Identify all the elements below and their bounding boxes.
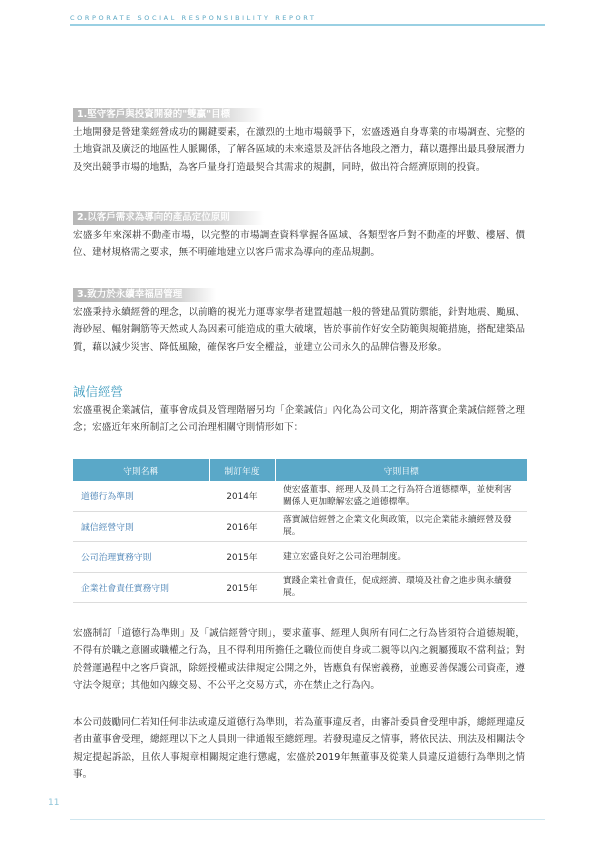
column-header-name: 守則名稱 xyxy=(73,459,209,481)
rule-goal: 實踐企業社會責任，促成經濟、環境及社會之進步與永續發展。 xyxy=(275,572,527,603)
section-2-text: 宏盛多年來深耕不動產市場，以完整的市場調查資料掌握各區域、各類型客戶對不動產的坪數、樓層、價位、建材規格需之要求，無不明確地建立以客戶需求為導向的產品規劃。 xyxy=(73,230,525,259)
header-divider xyxy=(70,24,545,26)
section-1-label: 1.堅守客戶與投資開發的"雙贏"目標 xyxy=(73,108,264,122)
column-header-year: 制訂年度 xyxy=(209,459,275,481)
report-header-title: CORPORATE SOCIAL RESPONSIBILITY REPORT xyxy=(70,14,317,22)
section-1-text: 土地開發是營建業經營成功的關鍵要素，在激烈的土地市場競爭下，宏盛透過自身專業的市場調查、完整的土地資訊及廣泛的地區性人脈關係，了解各區域的未來遠景及評估各地段之潛力，藉以選擇出最具發展潛力及突出競爭市場的地點，為客戶量身打造最契合其需求的規劃，同時，做出符合經濟原則的投資。 xyxy=(73,127,525,173)
rule-goal: 落實誠信經營之企業文化與政策，以完企業能永續經營及發展。 xyxy=(275,511,527,542)
rule-name: 道德行為準則 xyxy=(73,481,209,511)
governance-rules-table xyxy=(73,459,527,603)
section-3-text: 宏盛秉持永續經營的理念，以前瞻的視光力運專家學者建置超越一般的營建品質防禦能，針對地震、颱風、海砂屋、輻射鋼筋等天然或人為因素可能造成的重大破壞，皆於事前作好安全防範與規範措施，搭配建築品質，藉以減少災害、降低風險，確保客戶安全權益，並建立公司永久的品牌信譽及形象。 xyxy=(73,307,525,353)
table-row xyxy=(73,481,527,511)
rule-name: 誠信經營守則 xyxy=(73,511,209,542)
rule-year: 2015年 xyxy=(209,572,275,603)
table-row xyxy=(73,542,527,573)
page-number: 11 xyxy=(48,798,60,808)
table-row xyxy=(73,511,527,542)
column-header-goal: 守則目標 xyxy=(275,459,527,481)
rule-goal: 使宏盛董事、經理人及員工之行為符合道德標準，並使利害關係人更加瞭解宏盛之道德標準。 xyxy=(275,481,527,511)
section-2-label: 2.以客戶需求為導向的產品定位原則 xyxy=(73,211,264,225)
whistleblower-paragraph: 本公司鼓勵同仁若知任何非法或違反道德行為準則，若為董事違反者，由審計委員會受理申訴，總經理違反者由董事會受理，總經理以下之人員則一律通報至總經理。若發現違反之情事，將依民法、刑法及相關法令規定提起訴訟，且依人事規章相關規定進行懲處，宏盛於2019年無董事及從業人員違反道德行為準則之情事。 xyxy=(73,717,525,781)
integrity-intro: 宏盛重視企業誠信，董事會成員及管理階層另均「企業誠信」內化為公司文化，期許落實企業誠信經營之理念；宏盛近年來所制訂之公司治理相關守則情形如下： xyxy=(73,405,525,434)
rule-goal: 建立宏盛良好之公司治理制度。 xyxy=(275,542,527,573)
rule-year: 2016年 xyxy=(209,511,275,542)
integrity-heading: 誠信經營 xyxy=(73,384,124,399)
section-3-label: 3.致力於永續幸福居管理 xyxy=(73,288,216,302)
rule-year: 2015年 xyxy=(209,542,275,573)
footer-divider xyxy=(70,819,545,820)
rule-name: 公司治理實務守則 xyxy=(73,542,209,573)
ethics-paragraph: 宏盛制訂「道德行為準則」及「誠信經營守則」，要求董事、經理人與所有同仁之行為皆須符合道德規範，不得有於職之意圖或職權之行為，且不得利用所擔任之職位而使自身或二親等以內之親屬獲取不當利益；對於營運過程中之客戶資訊，除經授權或法律規定公開之外，皆應負有保密義務，並應妥善保護公司資產，遵守法令規章；其他如內線交易、不公平之交易方式，亦在禁止之行為內。 xyxy=(73,628,525,692)
table-header-row xyxy=(73,459,527,481)
rule-year: 2014年 xyxy=(209,481,275,511)
rule-name: 企業社會責任實務守則 xyxy=(73,572,209,603)
table-row xyxy=(73,572,527,603)
